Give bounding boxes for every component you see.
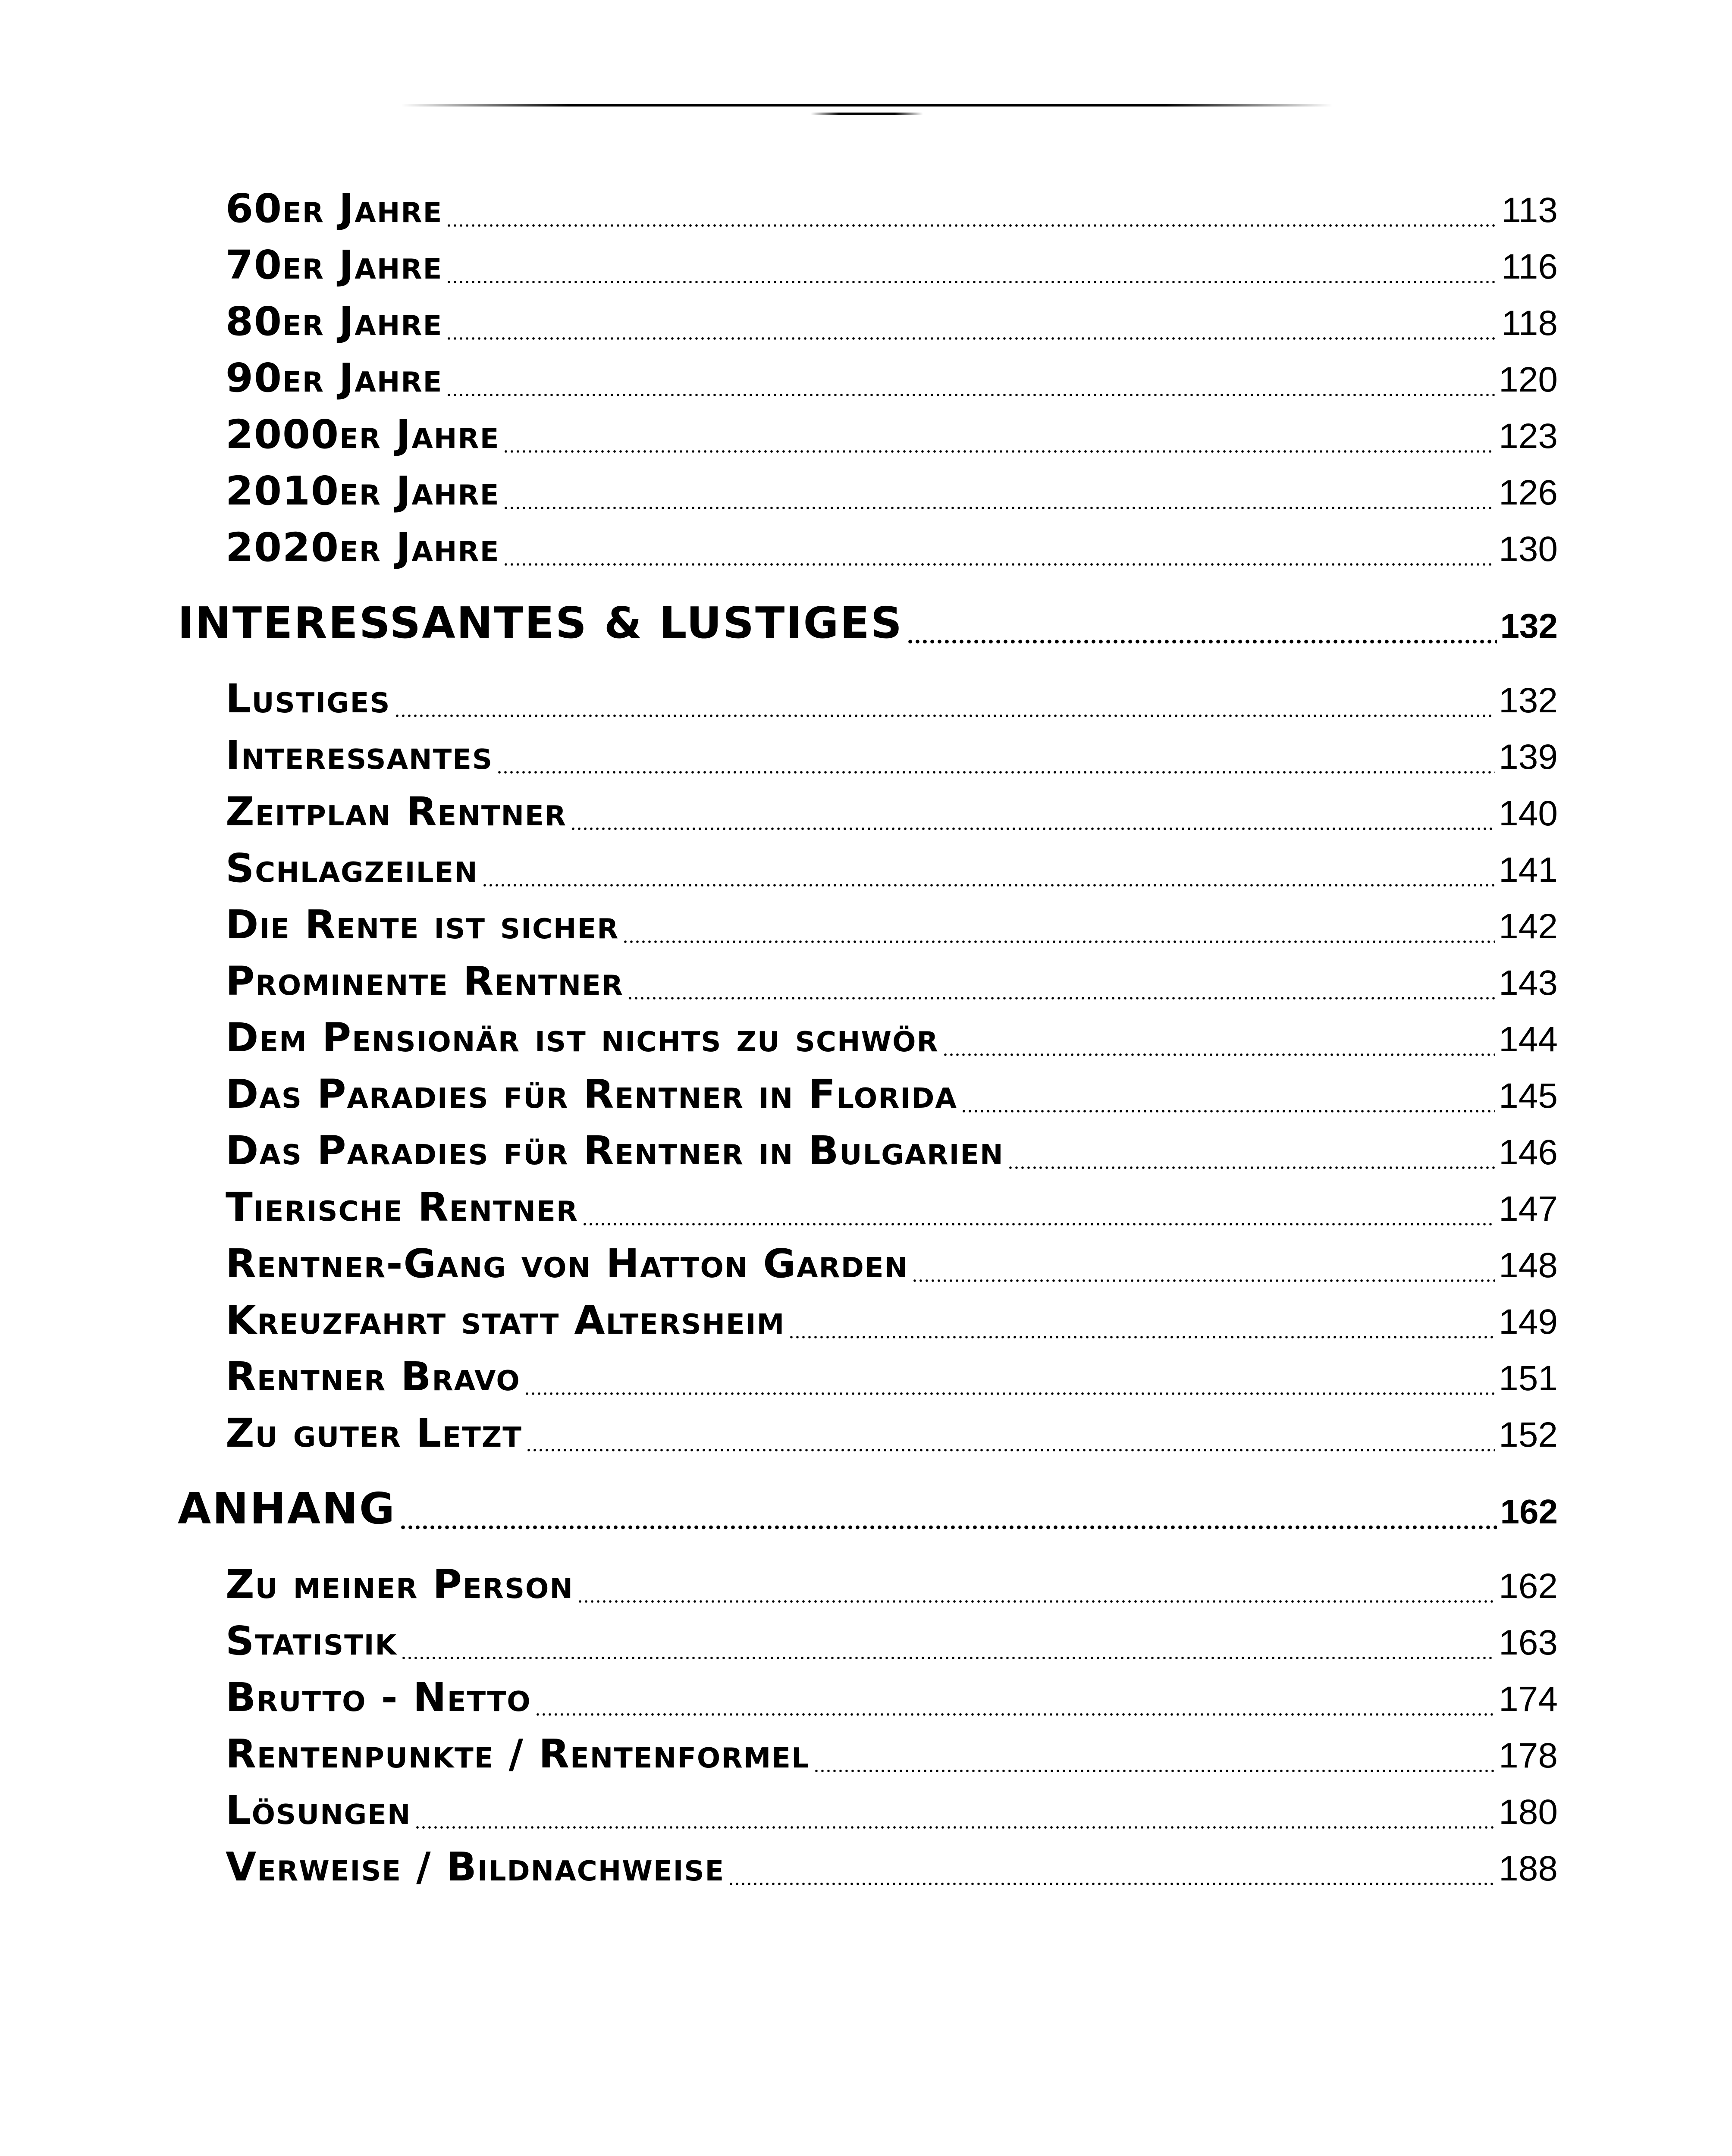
toc-entry-page: 174 [1499,1680,1558,1719]
toc-entry-title: Statistik [226,1618,398,1664]
toc-entry-page: 151 [1499,1359,1558,1398]
dot-leader [907,639,1497,644]
header-rule [401,104,1333,107]
dot-leader [446,336,1498,341]
toc-entry-row[interactable] [226,1844,1558,1896]
toc-entry-page: 116 [1501,247,1558,286]
toc-entry-title: Interessantes [226,732,493,778]
dot-leader [496,770,1495,774]
toc-entry-row[interactable] [226,355,1558,407]
toc-entry-title: Rentenpunkte / Rentenformel [226,1731,810,1777]
toc-entry-title: Zeitplan Rentner [226,789,567,835]
toc-entry-page: 142 [1499,907,1558,946]
toc-entry-page: 180 [1499,1792,1558,1832]
toc-entry-title: Zu guter Letzt [226,1410,522,1456]
toc-entry-title: Tierische Rentner [226,1184,579,1230]
toc-entry-title: Lustiges [226,676,391,722]
dot-leader [788,1335,1495,1339]
toc-entry-title: Die Rente ist sicher [226,902,619,948]
toc-entry-row[interactable] [226,411,1558,463]
toc-entry-page: 143 [1499,963,1558,1003]
dot-leader [912,1279,1495,1283]
dot-leader [961,1109,1495,1113]
toc-entry-row[interactable] [226,789,1558,840]
toc-entry-page: 188 [1499,1849,1558,1888]
toc-entry-page: 178 [1499,1736,1558,1775]
dot-leader [627,996,1495,1000]
toc-entry-row[interactable] [226,1241,1558,1292]
toc-entry-page: 130 [1499,530,1558,569]
toc-entry-title: Lösungen [226,1787,411,1833]
toc-entry-title: 2010er Jahre [226,468,500,514]
toc-entry-title: Verweise / Bildnachweise [226,1844,725,1890]
toc-entry-row[interactable] [226,1128,1558,1179]
toc-entry-title: Rentner Bravo [226,1354,521,1400]
toc-section-row[interactable] [178,598,1558,654]
dot-leader [399,1525,1497,1530]
toc-entry-title: Das Paradies für Rentner in Bulgarien [226,1128,1004,1174]
toc-entry-title: 80er Jahre [226,298,443,345]
toc-entry-page: 120 [1499,360,1558,399]
dot-leader [622,940,1495,944]
dot-leader [942,1053,1495,1057]
dot-leader [526,1448,1495,1452]
toc-entry-page: 113 [1501,191,1558,230]
toc-entry-row[interactable] [226,1674,1558,1726]
toc-entry-page: 162 [1499,1567,1558,1606]
toc-entry-row[interactable] [226,524,1558,576]
toc-entry-row[interactable] [226,468,1558,520]
toc-entry-title: 2020er Jahre [226,524,500,570]
toc-entry-page: 118 [1501,304,1558,343]
toc-entry-page: 162 [1500,1492,1558,1531]
toc-entry-page: 152 [1499,1415,1558,1454]
toc-entry-title: Dem Pensionär ist nichts zu schwör [226,1015,939,1061]
toc-entry-title: Brutto - Netto [226,1674,531,1720]
toc-entry-page: 126 [1499,473,1558,512]
toc-entry-row[interactable] [226,298,1558,350]
toc-entry-title: Prominente Rentner [226,958,624,1004]
dot-leader [414,1825,1495,1830]
dot-leader [503,449,1495,454]
toc-entry-row[interactable] [226,1618,1558,1670]
toc-entry-page: 140 [1499,794,1558,833]
toc-entry-row[interactable] [226,1561,1558,1613]
dot-leader [446,393,1495,397]
toc-entry-page: 145 [1499,1076,1558,1116]
toc-section-row[interactable] [178,1483,1558,1539]
toc-entry-page: 144 [1499,1020,1558,1059]
dot-leader [503,506,1495,510]
dot-leader [446,223,1498,228]
toc-entry-row[interactable] [226,1015,1558,1066]
toc-entry-row[interactable] [226,845,1558,897]
dot-leader [582,1222,1495,1226]
toc-entry-page: 141 [1499,850,1558,890]
toc-entry-title: 2000er Jahre [226,411,500,458]
toc-entry-title: Kreuzfahrt statt Altersheim [226,1297,785,1343]
dot-leader [813,1769,1495,1773]
toc-entry-page: 132 [1500,607,1558,645]
toc-entry-row[interactable] [226,1071,1558,1123]
dot-leader [482,883,1496,887]
toc-entry-row[interactable] [226,732,1558,784]
toc-entry-row[interactable] [226,1184,1558,1236]
toc-entry-title: Das Paradies für Rentner in Florida [226,1071,957,1117]
toc-entry-row[interactable] [226,185,1558,237]
toc-entry-page: 123 [1499,417,1558,456]
toc-entry-title: 90er Jahre [226,355,443,401]
dot-leader [570,827,1495,831]
toc-entry-row[interactable] [226,1297,1558,1349]
toc-entry-row[interactable] [226,1787,1558,1839]
toc-entry-row[interactable] [226,1410,1558,1462]
toc-entry-row[interactable] [226,242,1558,294]
dot-leader [394,714,1496,718]
dot-leader [535,1712,1495,1717]
toc-entry-title: 60er Jahre [226,185,443,232]
toc-entry-title: INTERESSANTES & LUSTIGES [178,598,903,648]
toc-entry-page: 132 [1499,681,1558,720]
toc-entry-row[interactable] [226,902,1558,953]
toc-entry-row[interactable] [226,1731,1558,1783]
dot-leader [1007,1166,1496,1170]
header-rule-accent [811,113,923,115]
dot-leader [728,1882,1495,1886]
toc-entry-page: 139 [1499,737,1558,777]
toc-entry-title: Schlagzeilen [226,845,478,891]
toc-entry-row[interactable] [226,676,1558,727]
dot-leader [503,562,1495,567]
dot-leader [401,1656,1495,1660]
dot-leader [446,280,1498,284]
toc-entry-page: 148 [1499,1246,1558,1285]
toc-entry-row[interactable] [226,1354,1558,1405]
toc-entry-page: 163 [1499,1623,1558,1662]
toc-entry-page: 146 [1499,1133,1558,1172]
toc-entry-page: 147 [1499,1189,1558,1228]
toc-entry-page: 149 [1499,1302,1558,1341]
toc-entry-title: ANHANG [178,1483,396,1534]
toc-entry-title: Zu meiner Person [226,1561,574,1608]
toc-entry-row[interactable] [226,958,1558,1010]
dot-leader [524,1391,1495,1396]
dot-leader [577,1599,1495,1604]
toc-entry-title: Rentner-Gang von Hatton Garden [226,1241,909,1287]
toc-entry-title: 70er Jahre [226,242,443,288]
